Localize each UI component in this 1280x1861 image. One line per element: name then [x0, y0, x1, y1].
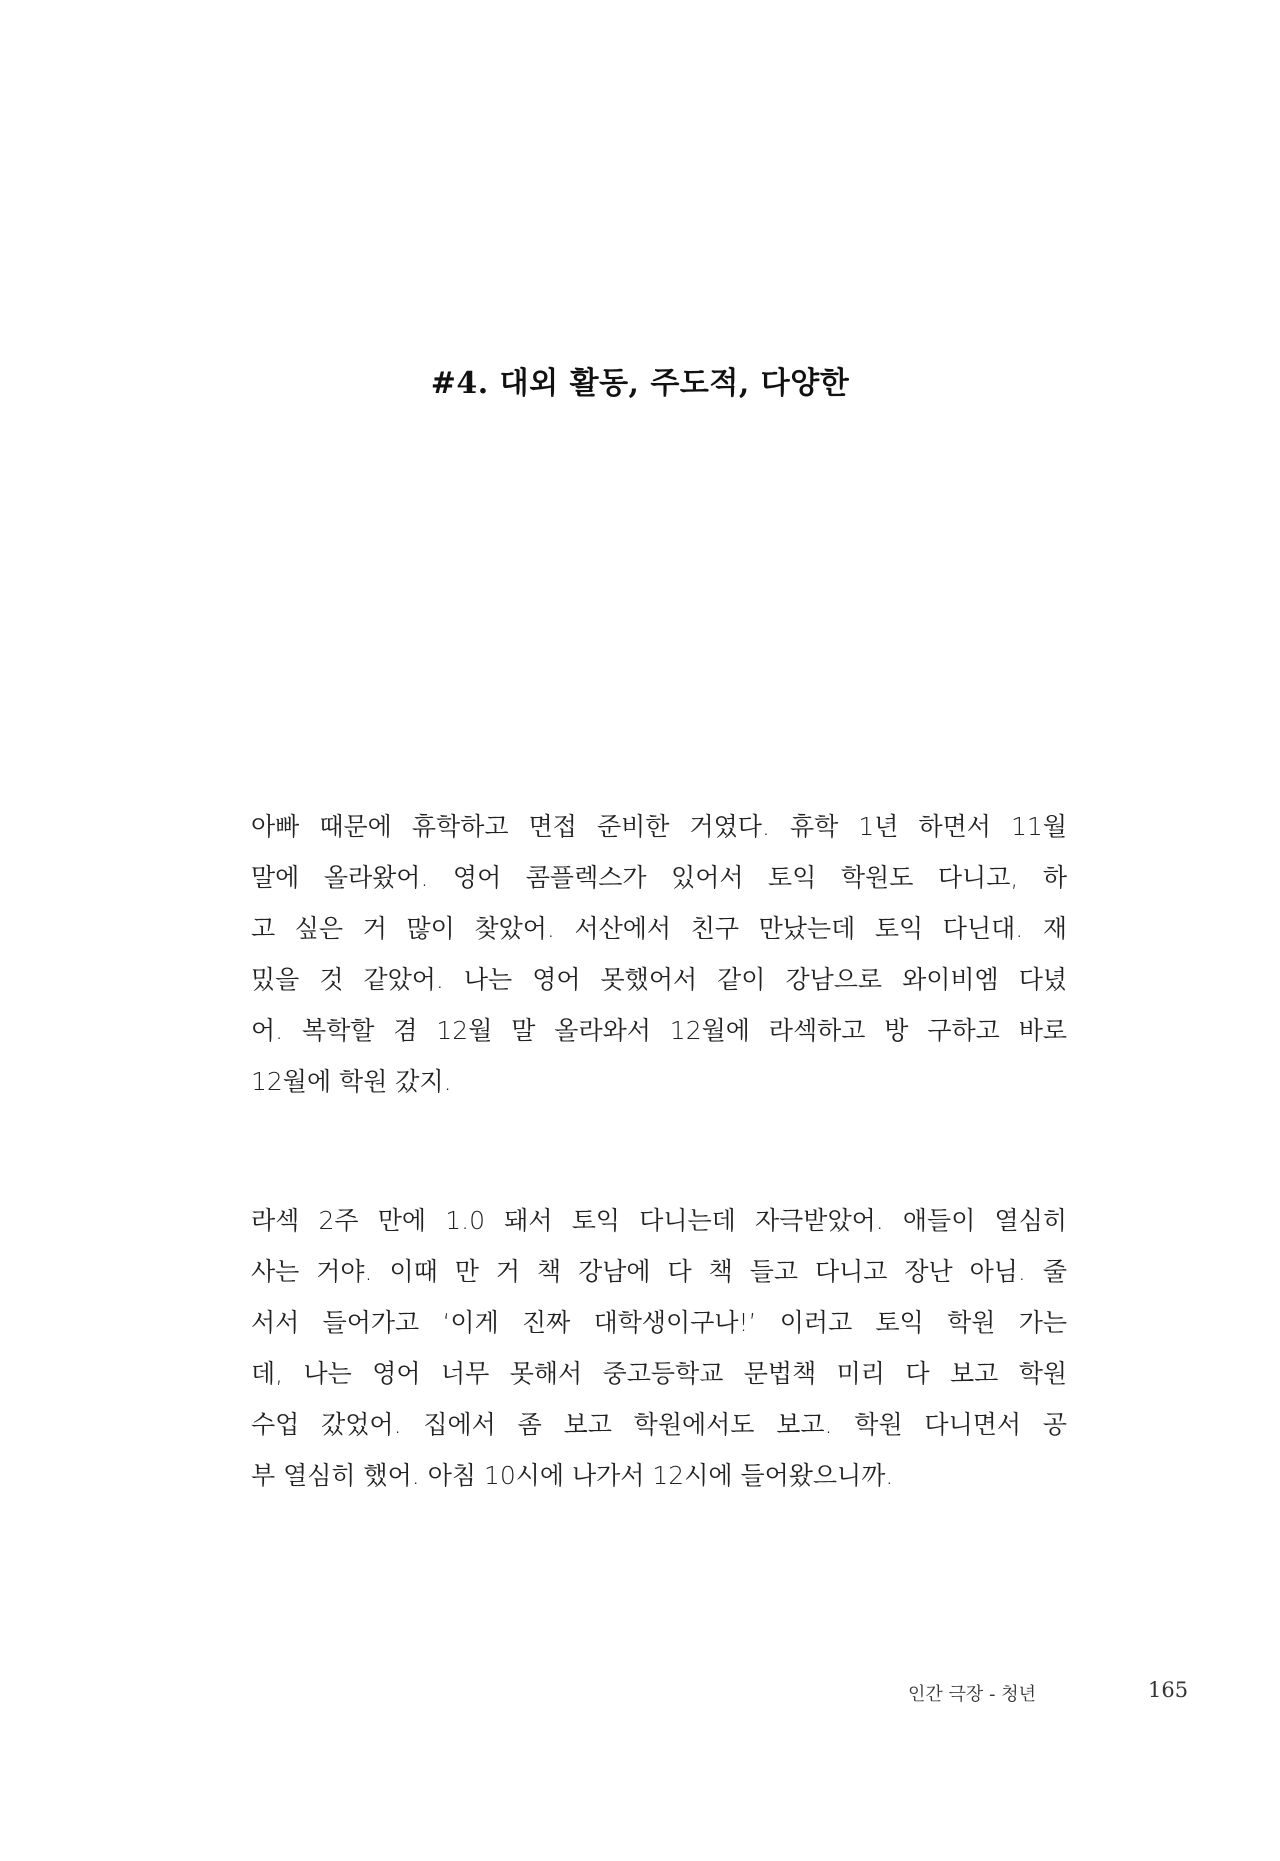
chapter-title: #4. 대외 활동, 주도적, 다양한 — [430, 366, 850, 401]
page-number: 165 — [1148, 1678, 1189, 1702]
page-footer — [0, 1680, 1280, 1710]
text-line: 부 열심히 했어. 아침 10시에 나가서 12시에 들어왔으니까. — [251, 1461, 894, 1490]
text-line: 말에 올라왔어. 영어 콤플렉스가 있어서 토익 학원도 다니고, 하 — [251, 863, 1067, 892]
text-line: 어. 복학할 겸 12월 말 올라와서 12월에 라섹하고 방 구하고 바로 — [251, 1016, 1067, 1045]
text-line: 라섹 2주 만에 1.0 돼서 토익 다니는데 자극받았어. 애들이 열심히 — [251, 1206, 1067, 1235]
text-line: 사는 거야. 이때 만 거 책 강남에 다 책 들고 다니고 장난 아님. 줄 — [251, 1257, 1067, 1286]
paragraph-1 — [251, 801, 1067, 1107]
text-line: 고 싶은 거 많이 찾았어. 서산에서 친구 만났는데 토익 다닌대. 재 — [251, 914, 1067, 943]
text-line: 데, 나는 영어 너무 못해서 중고등학교 문법책 미리 다 보고 학원 — [251, 1359, 1067, 1388]
text-line: 12월에 학원 갔지. — [251, 1067, 452, 1096]
text-line: 서서 들어가고 ‘이게 진짜 대학생이구나!’ 이러고 토익 학원 가는 — [251, 1308, 1067, 1337]
text-line: 아빠 때문에 휴학하고 면접 준비한 거였다. 휴학 1년 하면서 11월 — [251, 812, 1067, 841]
text-line: 밌을 것 같았어. 나는 영어 못했어서 같이 강남으로 와이비엠 다녔 — [251, 965, 1067, 994]
running-head: 인간 극장 - 청년 — [908, 1684, 1036, 1705]
text-line: 수업 갔었어. 집에서 좀 보고 학원에서도 보고. 학원 다니면서 공 — [251, 1410, 1067, 1439]
paragraph-2 — [251, 1195, 1067, 1501]
